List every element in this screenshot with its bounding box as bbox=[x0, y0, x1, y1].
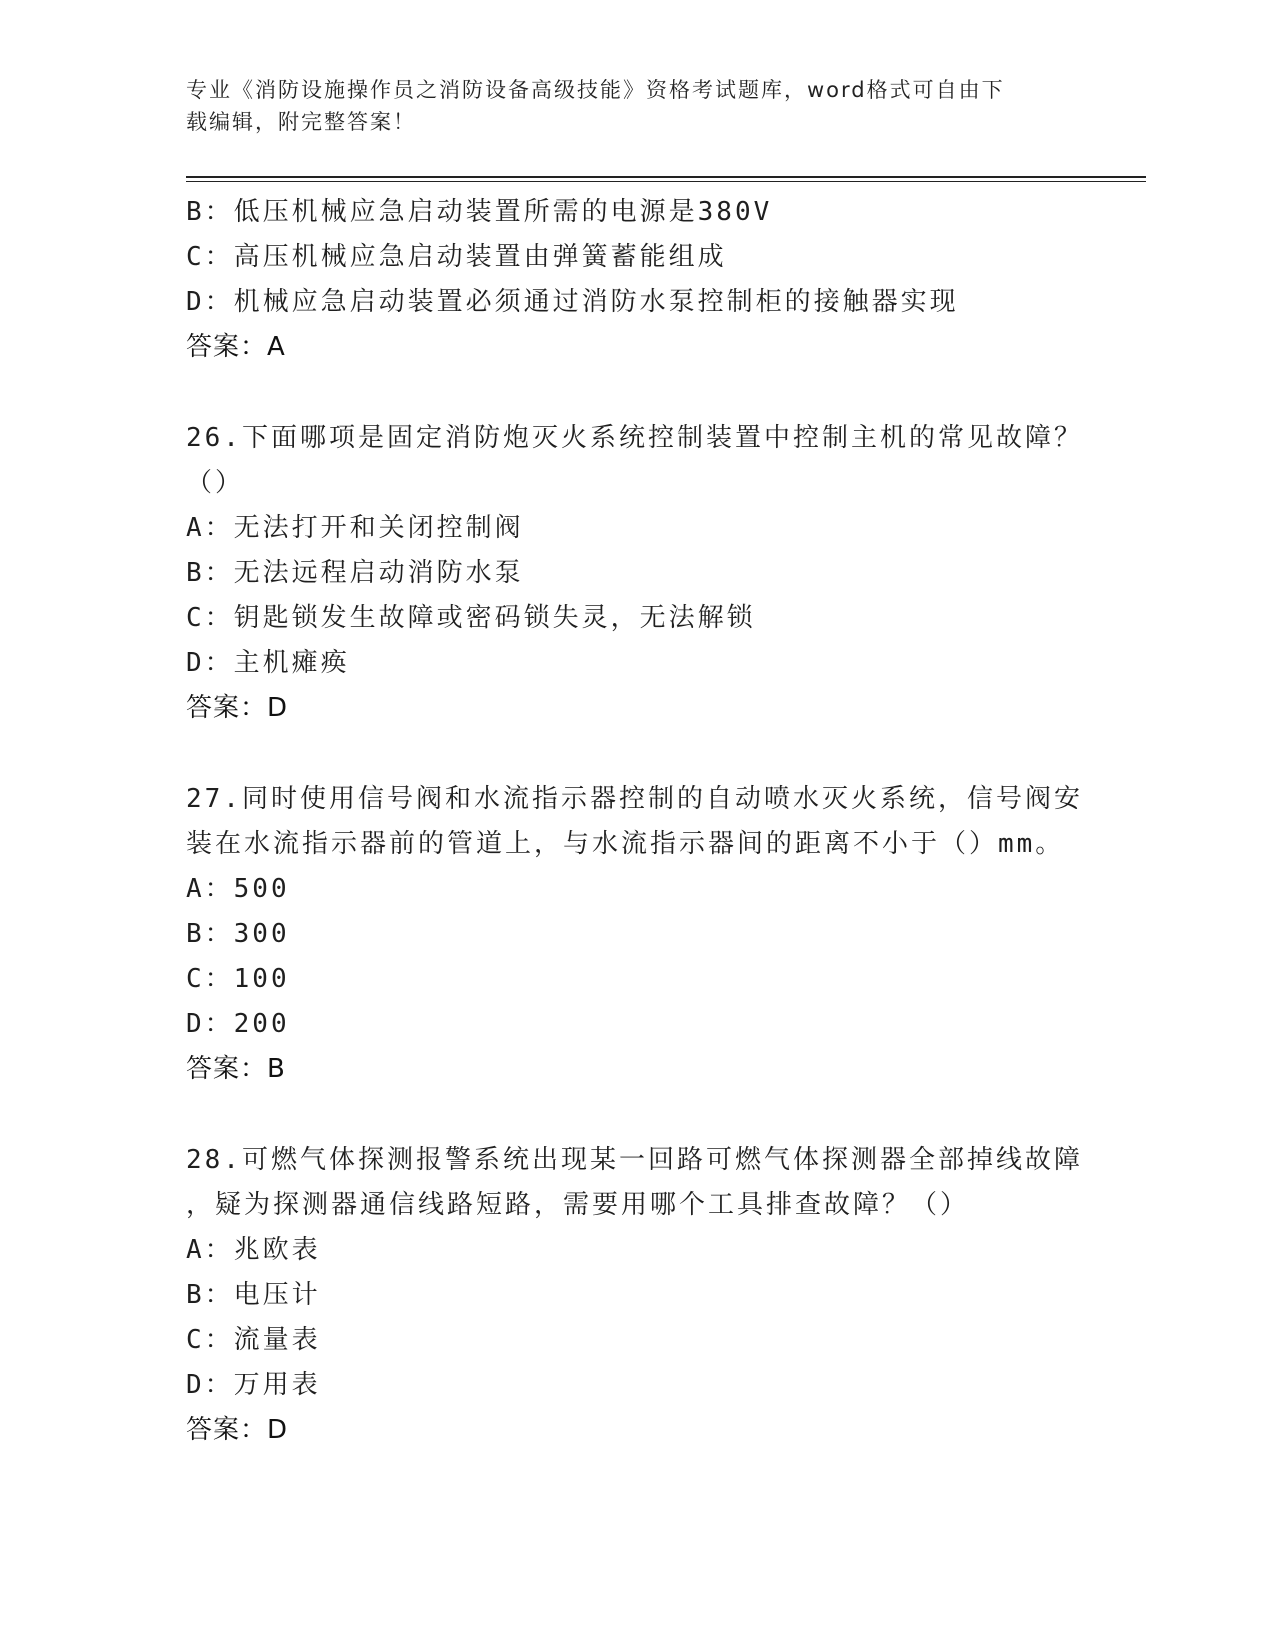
header-rule-thick bbox=[186, 176, 1146, 178]
option-d: D：主机瘫痪 bbox=[186, 648, 350, 678]
spacer bbox=[186, 370, 1086, 416]
question-28 bbox=[186, 1138, 1086, 1453]
header-line-2: 载编辑，附完整答案！ bbox=[186, 110, 416, 134]
question-stem bbox=[186, 1138, 1083, 1228]
question-list bbox=[186, 190, 1086, 1453]
option-b: B：无法远程启动消防水泵 bbox=[186, 558, 524, 588]
option-c: C：100 bbox=[186, 964, 290, 994]
answer-line: 答案：A bbox=[186, 332, 286, 362]
document-header bbox=[186, 74, 1066, 138]
header-rule-thin bbox=[186, 181, 1146, 182]
stem-line: 装在水流指示器前的管道上，与水流指示器间的距离不小于（）mm。 bbox=[186, 829, 1065, 859]
question-stem bbox=[186, 416, 1083, 506]
header-line-1: 专业《消防设施操作员之消防设备高级技能》资格考试题库，word格式可自由下 bbox=[186, 78, 1005, 102]
question-25-tail bbox=[186, 190, 1086, 370]
option-b: B：电压计 bbox=[186, 1280, 321, 1310]
option-d: D：200 bbox=[186, 1009, 290, 1039]
stem-line: ，疑为探测器通信线路短路，需要用哪个工具排查故障？（） bbox=[186, 1190, 970, 1220]
option-a: A：兆欧表 bbox=[186, 1235, 321, 1265]
question-27 bbox=[186, 777, 1086, 1092]
option-d: D：机械应急启动装置必须通过消防水泵控制柜的接触器实现 bbox=[186, 287, 959, 317]
spacer bbox=[186, 731, 1086, 777]
stem-line: 26.下面哪项是固定消防炮灭火系统控制装置中控制主机的常见故障？ bbox=[186, 423, 1083, 453]
spacer bbox=[186, 1092, 1086, 1138]
question-26 bbox=[186, 416, 1086, 731]
option-a: A：500 bbox=[186, 874, 290, 904]
option-d: D：万用表 bbox=[186, 1370, 321, 1400]
answer-line: 答案：B bbox=[186, 1054, 286, 1084]
option-b: B：低压机械应急启动装置所需的电源是380V bbox=[186, 197, 773, 227]
answer-line: 答案：D bbox=[186, 1415, 289, 1445]
stem-line: 27.同时使用信号阀和水流指示器控制的自动喷水灭火系统，信号阀安 bbox=[186, 784, 1083, 814]
option-c: C：高压机械应急启动装置由弹簧蓄能组成 bbox=[186, 242, 727, 272]
option-b: B：300 bbox=[186, 919, 290, 949]
option-c: C：流量表 bbox=[186, 1325, 321, 1355]
stem-line: （） bbox=[186, 468, 245, 498]
option-a: A：无法打开和关闭控制阀 bbox=[186, 513, 524, 543]
question-stem bbox=[186, 777, 1083, 867]
stem-line: 28.可燃气体探测报警系统出现某一回路可燃气体探测器全部掉线故障 bbox=[186, 1145, 1083, 1175]
option-c: C：钥匙锁发生故障或密码锁失灵，无法解锁 bbox=[186, 603, 756, 633]
answer-line: 答案：D bbox=[186, 693, 289, 723]
